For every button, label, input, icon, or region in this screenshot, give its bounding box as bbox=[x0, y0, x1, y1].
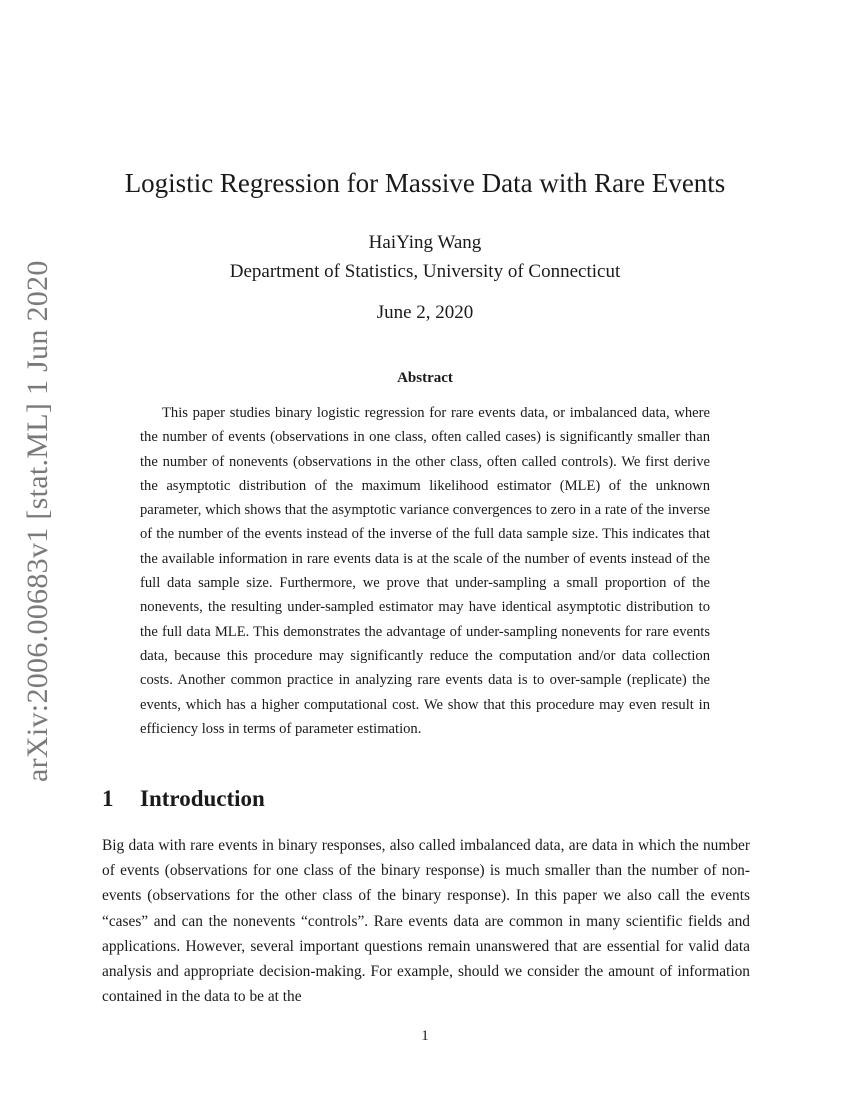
introduction-paragraph: Big data with rare events in binary responses, also called imbalanced data, are data in which the number of events (observations for one class of the binary response) is much smaller than the number of non-events (observations for the other class of the binary response). In this paper we also call the events “cases” and can the nonevents “controls”. Rare events data are common in many scientific fields and applications. However, several important questions remain unanswered that are essential for valid data analysis and appropriate decision-making. For example, should we consider the amount of information contained in the data to be at the bbox=[102, 837, 750, 1006]
arxiv-stamp: arXiv:2006.00683v1 [stat.ML] 1 Jun 2020 bbox=[21, 260, 54, 782]
abstract-heading: Abstract bbox=[397, 370, 453, 386]
author-affiliation: Department of Statistics, University of Connecticut bbox=[229, 261, 621, 282]
abstract-text: This paper studies binary logistic regression for rare events data, or imbalanced data, where the number of events (observations in one class, often called cases) is significantly smaller than the number of nonevents (observations in the other class, often called controls). We first derive the asymptotic distribution of the maximum likelihood estimator (MLE) of the unknown parameter, which shows that the asymptotic variance convergences to zero in a rate of the inverse of the number of the events instead of the inverse of the full data sample size. This indicates that the available information in rare events data is at the scale of the number of events instead of the full data sample size. Furthermore, we prove that under-sampling a small proportion of the nonevents, the resulting under-sampled estimator may have identical asymptotic distribution to the full data MLE. This demonstrates the advantage of under-sampling nonevents for rare events data, because this procedure may significantly reduce the computation and/or data collection costs. Another common practice in analyzing rare events data is to over-sample (replicate) the events, which has a higher computational cost. We show that this procedure may even result in efficiency loss in terms of parameter estimation. bbox=[140, 405, 710, 737]
paper-date: June 2, 2020 bbox=[376, 302, 474, 323]
paper-title: Logistic Regression for Massive Data with Rare Events bbox=[124, 168, 726, 198]
page-number: 1 bbox=[421, 1028, 429, 1044]
section-title: Introduction bbox=[140, 786, 265, 811]
section-heading bbox=[102, 786, 265, 812]
section-number: 1 bbox=[102, 786, 114, 811]
author-name: HaiYing Wang bbox=[368, 232, 482, 253]
